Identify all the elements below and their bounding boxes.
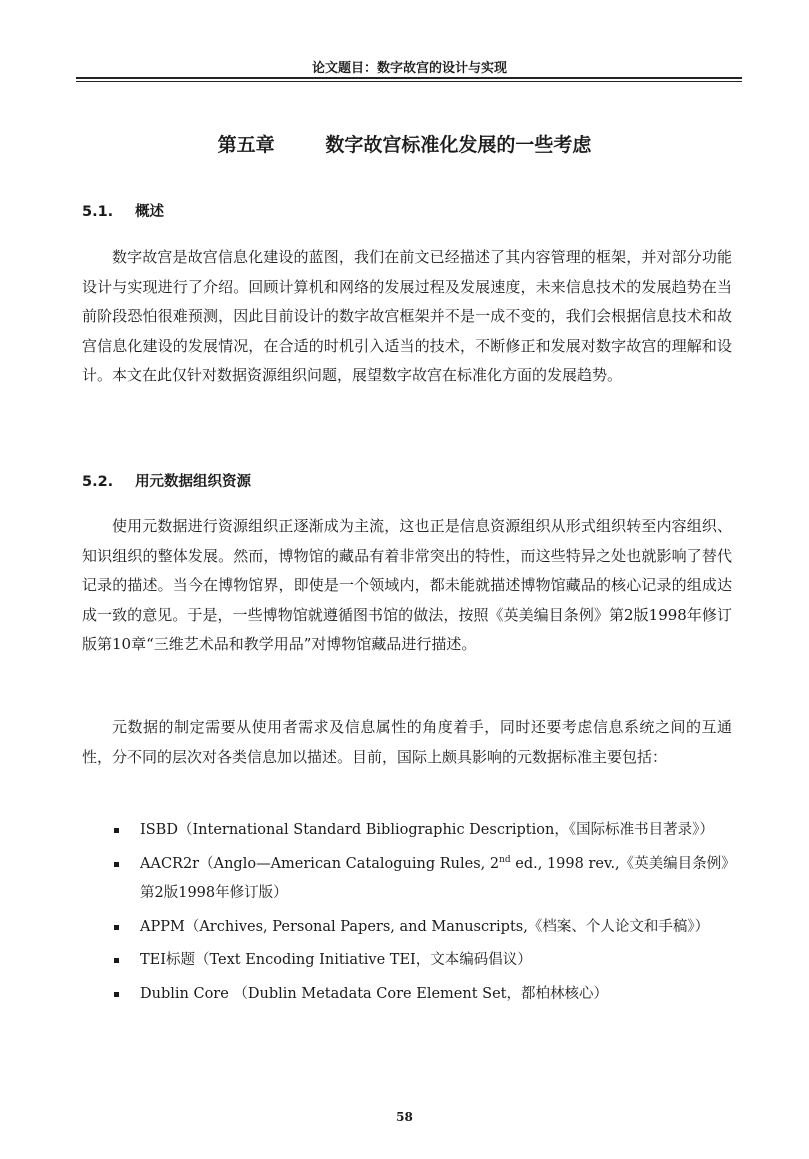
page-number: 58 bbox=[396, 1110, 413, 1124]
square-bullet-icon bbox=[114, 958, 119, 963]
list-item bbox=[110, 980, 735, 1010]
list-item-text bbox=[140, 856, 728, 902]
square-bullet-icon bbox=[114, 992, 119, 997]
paragraph: 元数据的制定需要从使用者需求及信息属性的角度着手，同时还要考虑信息系统之间的互通性，分不同的层次对各类信息加以描述。目前，国际上颇具影响的元数据标准主要包括： bbox=[82, 718, 732, 766]
square-bullet-icon bbox=[114, 862, 119, 867]
section-number: 5.2. bbox=[82, 474, 114, 490]
section-title: 概述 bbox=[135, 204, 165, 220]
list-item-text: TEI标题（Text Encoding Initiative TEI，文本编码倡议） bbox=[140, 952, 532, 968]
section-title: 用元数据组织资源 bbox=[135, 474, 252, 490]
section-number: 5.1. bbox=[82, 204, 114, 220]
list-item-text-part: AACR2r（Anglo—American Cataloguing Rules, 2 bbox=[140, 855, 500, 872]
superscript: nd bbox=[499, 854, 511, 865]
chapter-title bbox=[0, 130, 809, 157]
header-rule bbox=[76, 77, 742, 82]
list-item-text: APPM（Archives, Personal Papers, and Manuscripts,《档案、个人论文和手稿》） bbox=[140, 918, 710, 935]
list-item-text: ISBD（International Standard Bibliographic Description，《国际标准书目著录》） bbox=[140, 822, 714, 838]
section-heading bbox=[82, 200, 164, 221]
paragraph: 数字故宫是故宫信息化建设的蓝图，我们在前文已经描述了其内容管理的框架，并对部分功能设计与实现进行了介绍。回顾计算机和网络的发展过程及发展速度，未来信息技术的发展趋势在当前阶段恐怕很难预测，因此目前设计的数字故宫框架并不是一成不变的，我们会根据信息技术和故宫信息化建设的发展情况，在合适的时机引入适当的技术，不断修正和发展对数字故宫的理解和设计。本文在此仅针对数据资源组织问题，展望数字故宫在标准化方面的发展趋势。 bbox=[82, 248, 732, 384]
list-item-text-part: ed., 1998 rev.,《英美编目条例》第2版1998年修订版） bbox=[140, 855, 729, 901]
section-heading bbox=[82, 470, 251, 491]
paragraph: 使用元数据进行资源组织正逐渐成为主流，这也正是信息资源组织从形式组织转至内容组织、知识组织的整体发展。然而，博物馆的藏品有着非常突出的特性，而这些特异之处也就影响了替代记录的描述。当今在博物馆界，即使是一个领域内，都未能就描述博物馆藏品的核心记录的组成达成一致的意见。于是，一些博物馆就遵循图书馆的做法，按照《英美编目条例》第2版1998年修订版第10章“三维艺术品和教学用品”对博物馆藏品进行描述。 bbox=[82, 517, 732, 653]
metadata-standards-list bbox=[110, 816, 735, 1013]
running-header: 论文题目：数字故宫的设计与实现 bbox=[311, 61, 507, 76]
list-item bbox=[110, 816, 735, 846]
list-item bbox=[110, 850, 735, 909]
chapter-number: 第五章 bbox=[217, 134, 275, 156]
chapter-name: 数字故宫标准化发展的一些考虑 bbox=[325, 134, 592, 156]
square-bullet-icon bbox=[114, 828, 119, 833]
square-bullet-icon bbox=[114, 925, 119, 930]
list-item-text: Dublin Core （Dublin Metadata Core Element Set，都柏林核心） bbox=[140, 985, 608, 1002]
list-item bbox=[110, 946, 735, 976]
list-item bbox=[110, 913, 735, 943]
